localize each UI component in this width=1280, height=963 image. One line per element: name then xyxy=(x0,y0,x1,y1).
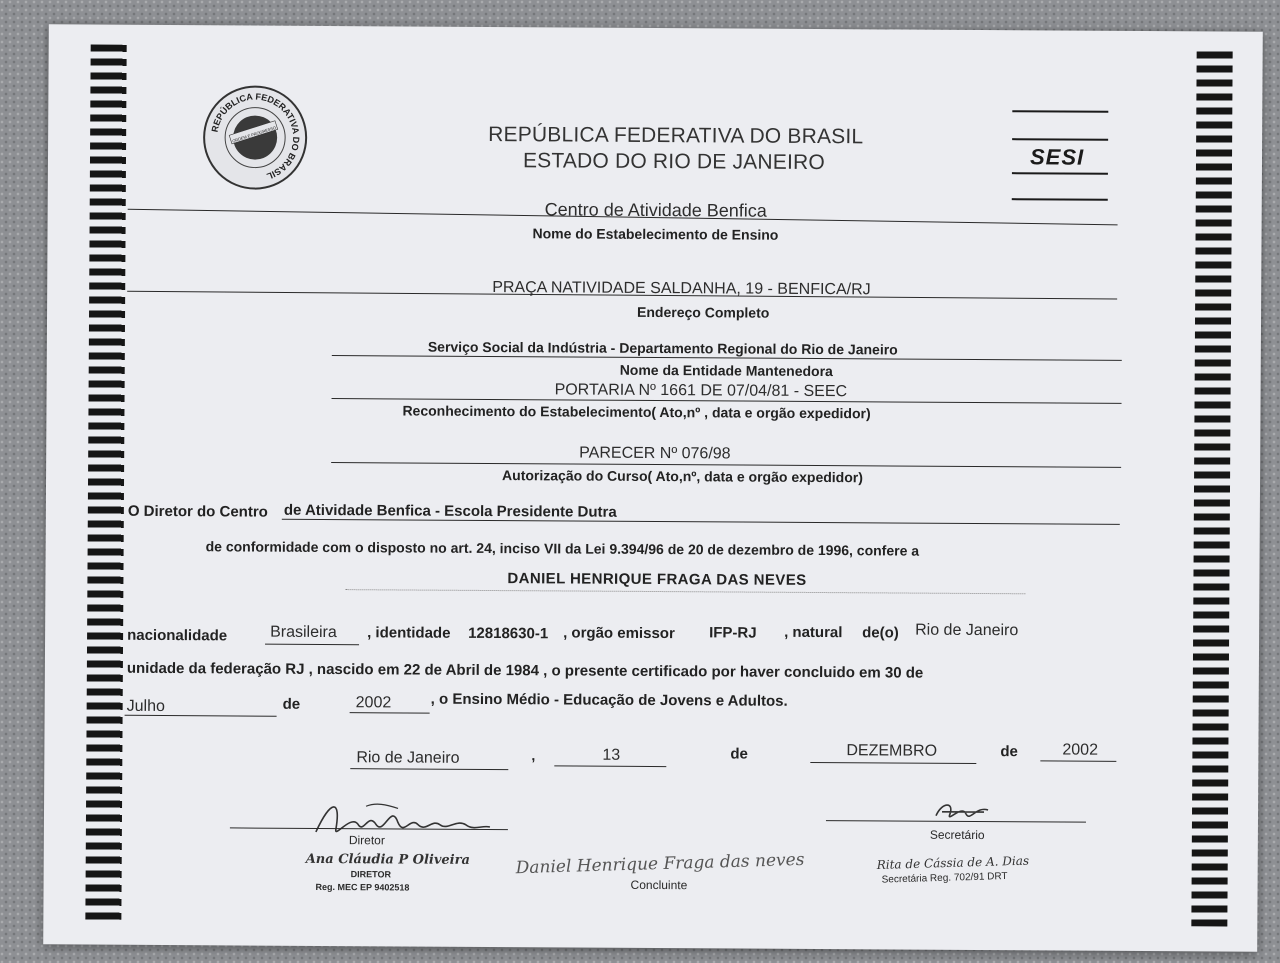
conclusion-year-line xyxy=(350,712,430,713)
director-school: de Atividade Benfica - Escola Presidente Dutra xyxy=(283,501,617,521)
conclusion-month: Julho xyxy=(126,697,165,716)
establishment-name: Centro de Atividade Benfica xyxy=(544,199,767,221)
director-prefix: O Diretor do Centro xyxy=(127,502,268,521)
secretary-rubric-scribble xyxy=(932,798,992,828)
natural-of: de(o) xyxy=(862,624,899,642)
id-label: , identidade xyxy=(367,624,451,642)
student-label: Concluinte xyxy=(630,877,688,893)
natural-city: Rio de Janeiro xyxy=(915,621,1019,640)
date-city-line xyxy=(350,768,508,770)
authorization-value: PARECER Nº 076/98 xyxy=(579,444,731,463)
student-name-line xyxy=(345,589,1025,594)
issuer-label: , orgão emissor xyxy=(563,624,675,643)
secretary-name-stamp: Rita de Cássia de A. Dias xyxy=(876,853,1030,873)
director-signature-scribble xyxy=(306,794,496,848)
course-text: , o Ensino Médio - Educação de Jovens e Adultos. xyxy=(430,690,788,710)
student-name: DANIEL HENRIQUE FRAGA DAS NEVES xyxy=(507,570,807,589)
date-city: Rio de Janeiro xyxy=(356,749,460,767)
address-value: PRAÇA NATIVIDADE SALDANHA, 19 - BENFICA/RJ xyxy=(492,279,871,299)
certificate-paper xyxy=(43,24,1263,951)
id-number: 12818630-1 xyxy=(468,624,549,643)
nationality-value: Brasileira xyxy=(270,623,337,642)
conclusion-month-line xyxy=(125,715,277,717)
nationality-label: nacionalidade xyxy=(127,626,228,645)
date-year-line xyxy=(1040,760,1116,761)
director-reg-stamp: Reg. MEC EP 9402518 xyxy=(315,881,410,893)
birth-and-conclusion-text: unidade da federação RJ , nascido em 22 de Abril de 1984 , o presente certificado por haver concluido em 30 de xyxy=(126,659,924,682)
svg-text:ORDEM E PROGRESSO: ORDEM E PROGRESSO xyxy=(231,124,277,144)
director-title-stamp: DIRETOR xyxy=(350,869,392,880)
date-month: DEZEMBRO xyxy=(846,742,938,760)
date-de-1: de xyxy=(730,745,748,763)
heading-republic: REPÚBLICA FEDERATIVA DO BRASIL xyxy=(488,122,864,149)
right-perforation-stripes xyxy=(1191,51,1232,926)
maintainer-value: Serviço Social da Indústria - Departamento Regional do Rio de Janeiro xyxy=(427,338,898,358)
heading-state: ESTADO DO RIO DE JANEIRO xyxy=(522,149,826,175)
federal-seal-icon xyxy=(203,85,308,190)
issuer-value: IFP-RJ xyxy=(709,624,757,642)
establishment-name-label: Nome do Estabelecimento de Ensino xyxy=(532,225,779,243)
date-de-2: de xyxy=(1000,743,1018,761)
director-line xyxy=(282,519,1120,525)
student-signature: Daniel Henrique Fraga das neves xyxy=(515,849,805,879)
authorization-label: Autorização do Curso( Ato,nº, data e orgão expedidor) xyxy=(502,467,863,486)
date-year: 2002 xyxy=(1062,741,1099,759)
conformity-text: de conformidade com o disposto no art. 24, inciso VII da Lei 9.394/96 de 20 de dezembro de 1996, confere a xyxy=(205,538,920,559)
secretary-label: Secretário xyxy=(929,827,985,843)
conclusion-de: de xyxy=(282,695,301,713)
address-label: Endereço Completo xyxy=(637,303,770,321)
director-name-stamp: Ana Cláudia P Oliveira xyxy=(305,851,470,868)
left-perforation-stripes xyxy=(85,45,126,920)
sesi-logo: SESI xyxy=(1012,110,1109,201)
date-day-line xyxy=(554,765,666,767)
recognition-value: PORTARIA Nº 1661 DE 07/04/81 - SEEC xyxy=(554,381,848,401)
director-label: Diretor xyxy=(348,833,385,848)
recognition-label: Reconhecimento do Estabelecimento( Ato,nº , data e orgão expedidor) xyxy=(402,402,871,422)
natural-label: , natural xyxy=(784,623,843,642)
nationality-line xyxy=(265,644,359,646)
secretary-reg-stamp: Secretária Reg. 702/91 DRT xyxy=(881,870,1008,886)
date-day: 13 xyxy=(602,746,621,764)
svg-text:REPÚBLICA FEDERATIVA DO BRASIL: REPÚBLICA FEDERATIVA DO BRASIL xyxy=(209,91,302,182)
maintainer-label: Nome da Entidade Mantenedora xyxy=(619,361,833,380)
date-month-line xyxy=(810,762,976,764)
conclusion-year: 2002 xyxy=(355,694,392,712)
date-comma: , xyxy=(531,747,536,764)
